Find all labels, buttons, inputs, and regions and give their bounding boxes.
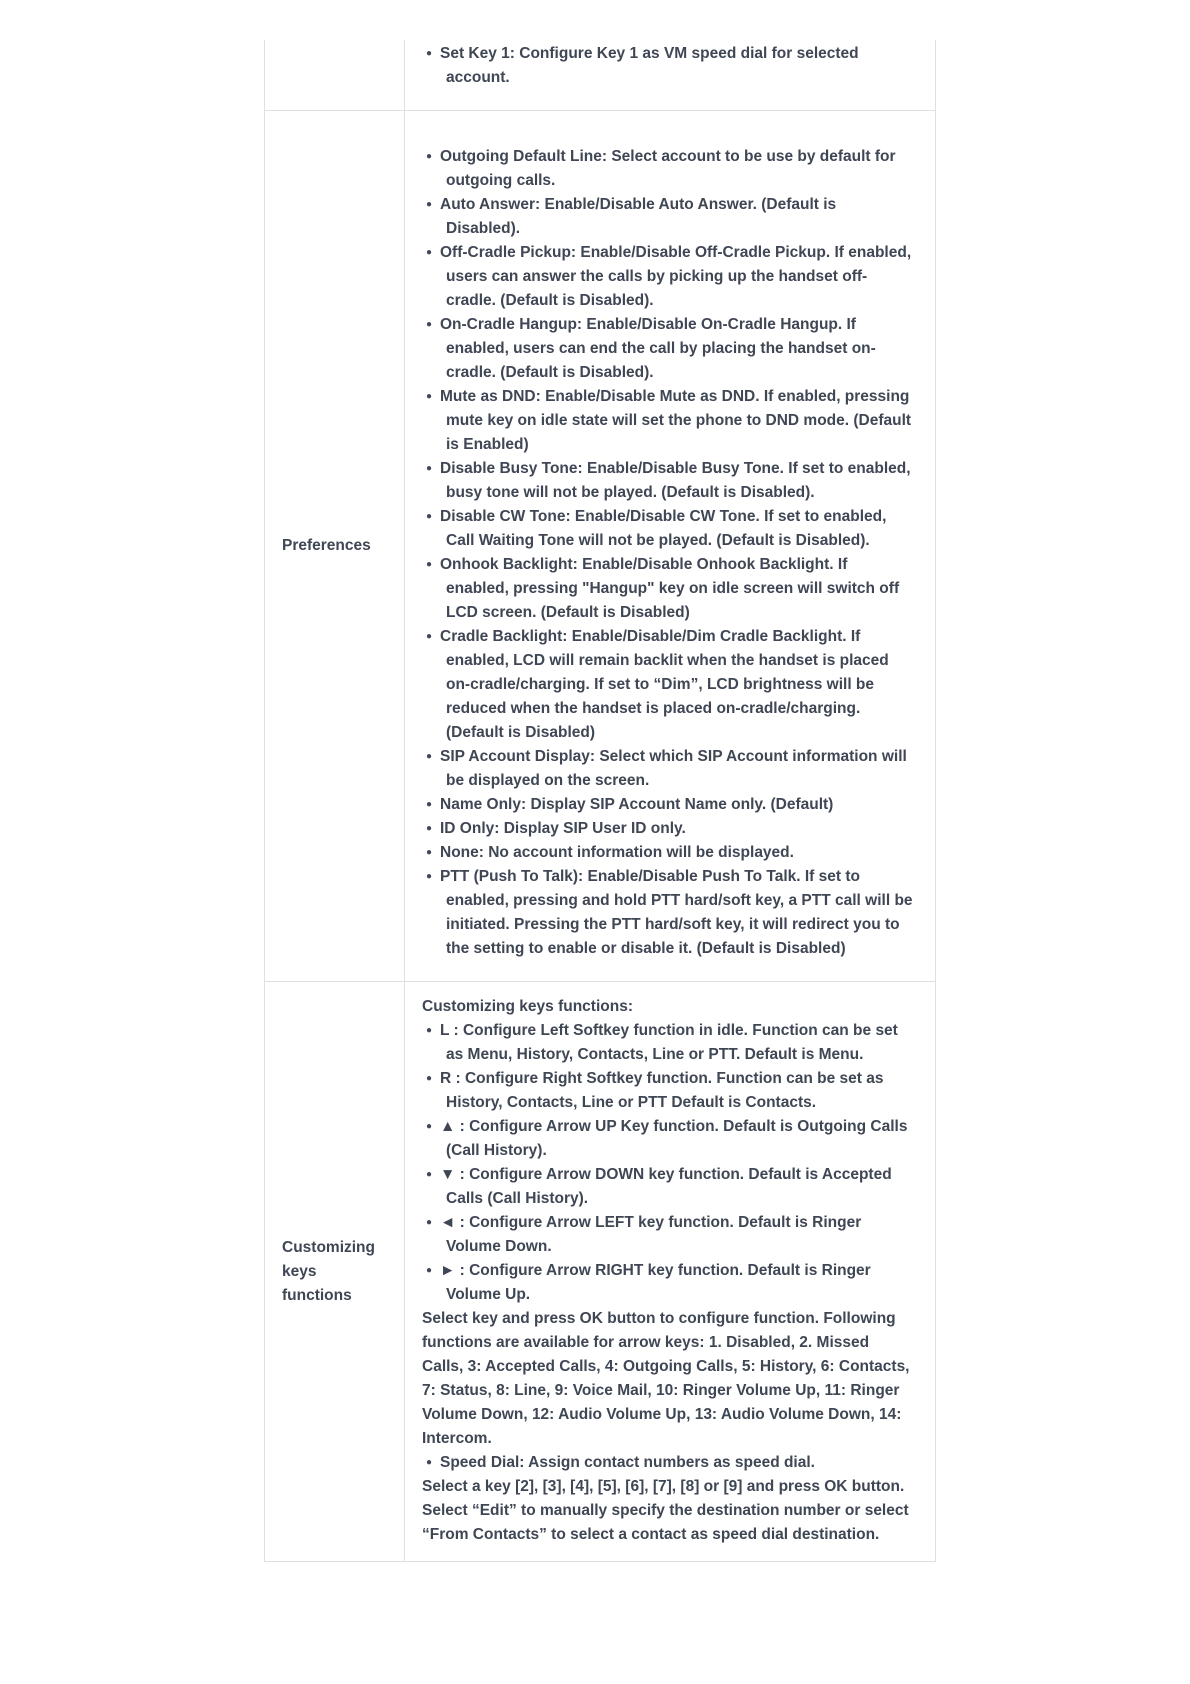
list-item: ● On-Cradle Hangup: Enable/Disable On-Cradle Hangup. If enabled, users can end the call by placing the handset on-cradle. (Default is Disabled).	[422, 313, 913, 385]
list-item: ● R : Configure Right Softkey function. Function can be set as History, Contacts, Line or PTT Default is Contacts.	[422, 1067, 913, 1115]
row-label: Preferences	[265, 111, 405, 982]
bullet-list	[422, 145, 913, 961]
list-item: ● Disable Busy Tone: Enable/Disable Busy Tone. If set to enabled, busy tone will not be played. (Default is Disabled).	[422, 457, 913, 505]
row-description	[405, 40, 936, 111]
list-item: ● Outgoing Default Line: Select account to be use by default for outgoing calls.	[422, 145, 913, 193]
list-item: ● Off-Cradle Pickup: Enable/Disable Off-Cradle Pickup. If enabled, users can answer the calls by picking up the handset off-cradle. (Default is Disabled).	[422, 241, 913, 313]
row-label: Customizing keys functions	[265, 982, 405, 1562]
list-item: ● Speed Dial: Assign contact numbers as speed dial.	[422, 1451, 913, 1475]
row-label	[265, 40, 405, 111]
list-item: ● Name Only: Display SIP Account Name only. (Default)	[422, 793, 913, 817]
list-item: ● ID Only: Display SIP User ID only.	[422, 817, 913, 841]
list-item: ● Set Key 1: Configure Key 1 as VM speed dial for selected account.	[422, 42, 913, 90]
list-item: ● ▼ : Configure Arrow DOWN key function. Default is Accepted Calls (Call History).	[422, 1163, 913, 1211]
list-item: ● Onhook Backlight: Enable/Disable Onhook Backlight. If enabled, pressing "Hangup" key on idle screen will switch off LCD screen. (Default is Disabled)	[422, 553, 913, 625]
list-item: ● ◄ : Configure Arrow LEFT key function. Default is Ringer Volume Down.	[422, 1211, 913, 1259]
bullet-list	[422, 42, 913, 90]
arrow-keys-paragraph: Select key and press OK button to configure function. Following functions are available for arrow keys: 1. Disabled, 2. Missed Calls, 3: Accepted Calls, 4: Outgoing Calls, 5: History, 6: Contacts, 7: Status, 8: Line, 9: Voice Mail, 10: Ringer Volume Up, 11: Ringer Volume Down, 12: Audio Volume Up, 13: Audio Volume Down, 14: Intercom.	[422, 1310, 910, 1447]
bullet-list	[422, 1451, 913, 1475]
list-item: ● Mute as DND: Enable/Disable Mute as DND. If enabled, pressing mute key on idle state will set the phone to DND mode. (Default is Enabled)	[422, 385, 913, 457]
row-description	[405, 111, 936, 982]
list-item: ● Cradle Backlight: Enable/Disable/Dim Cradle Backlight. If enabled, LCD will remain backlit when the handset is placed on-cradle/charging. If set to “Dim”, LCD brightness will be reduced when the handset is placed on-cradle/charging. (Default is Disabled)	[422, 625, 913, 745]
list-item: ● SIP Account Display: Select which SIP Account information will be displayed on the screen.	[422, 745, 913, 793]
list-item: ● L : Configure Left Softkey function in idle. Function can be set as Menu, History, Contacts, Line or PTT. Default is Menu.	[422, 1019, 913, 1067]
list-item: ● ▲ : Configure Arrow UP Key function. Default is Outgoing Calls (Call History).	[422, 1115, 913, 1163]
list-item: ● None: No account information will be displayed.	[422, 841, 913, 865]
table-row	[265, 111, 936, 982]
settings-table	[264, 40, 936, 1562]
table-row	[265, 982, 936, 1562]
list-item: ● PTT (Push To Talk): Enable/Disable Push To Talk. If set to enabled, pressing and hold PTT hard/soft key, a PTT call will be initiated. Pressing the PTT hard/soft key, it will redirect you to the setting to enable or disable it. (Default is Disabled)	[422, 865, 913, 961]
list-item: ● ► : Configure Arrow RIGHT key function. Default is Ringer Volume Up.	[422, 1259, 913, 1307]
list-item: ● Auto Answer: Enable/Disable Auto Answer. (Default is Disabled).	[422, 193, 913, 241]
speed-dial-paragraph: Select a key [2], [3], [4], [5], [6], [7], [8] or [9] and press OK button. Select “Edit” to manually specify the destination number or select “From Contacts” to select a contact as speed dial destination.	[422, 1478, 909, 1543]
bullet-list	[422, 1019, 913, 1307]
row-description	[405, 982, 936, 1562]
table-row	[265, 40, 936, 111]
section-intro: Customizing keys functions:	[422, 998, 633, 1015]
list-item: ● Disable CW Tone: Enable/Disable CW Tone. If set to enabled, Call Waiting Tone will not be played. (Default is Disabled).	[422, 505, 913, 553]
